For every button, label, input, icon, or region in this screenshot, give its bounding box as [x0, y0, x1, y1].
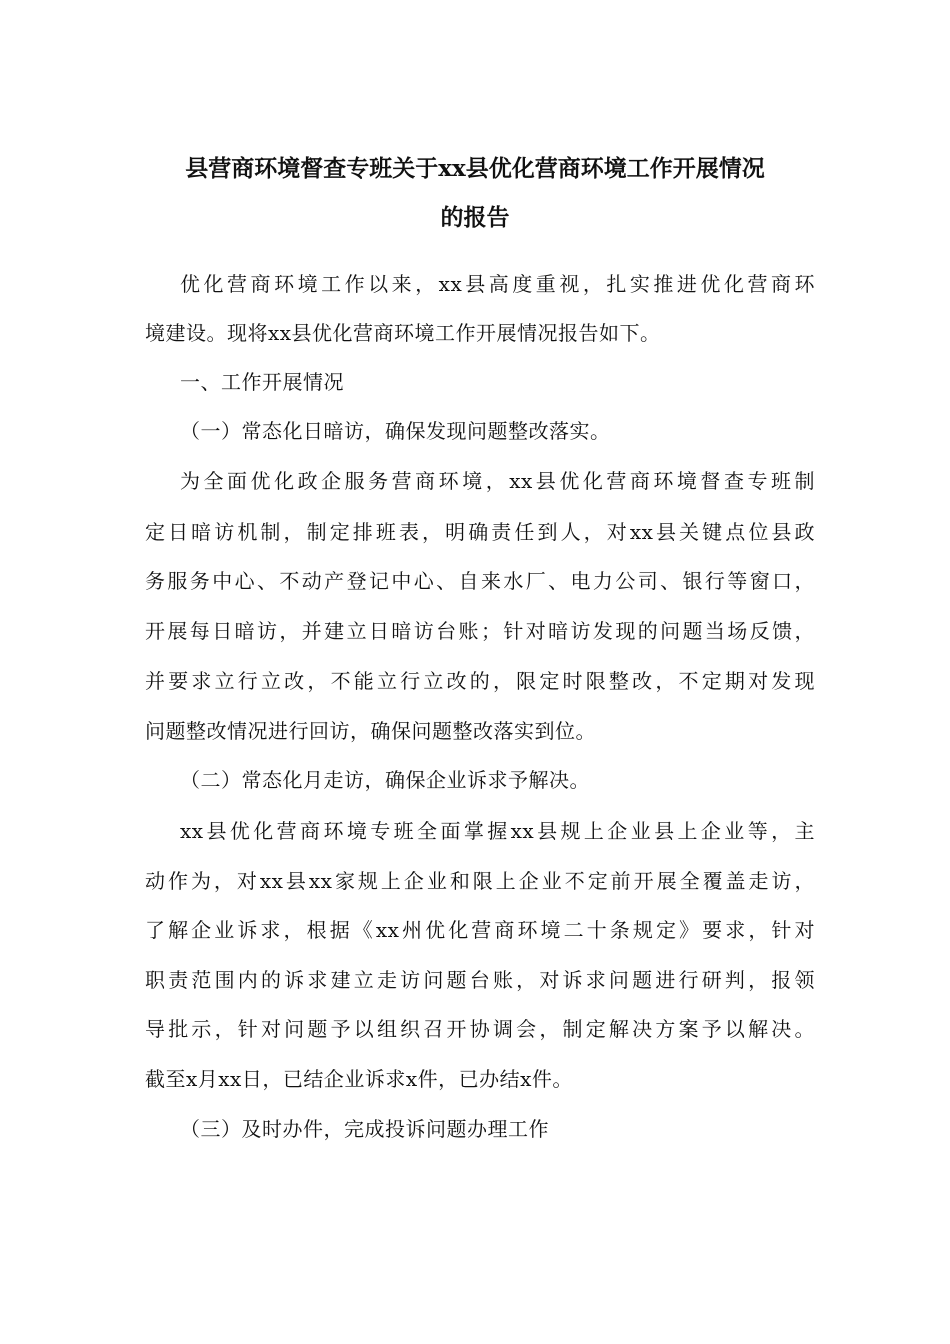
paragraph-line: 开展每日暗访，并建立日暗访台账；针对暗访发现的问题当场反馈，: [145, 619, 815, 643]
paragraph-line: 动作为，对xx县xx家规上企业和限上企业不定前开展全覆盖走访，: [145, 869, 815, 893]
document-title-line-1: 县营商环境督查专班关于xx县优化营商环境工作开展情况: [185, 155, 765, 182]
paragraph-line: xx县优化营商环境专班全面掌握xx县规上企业县上企业等，主: [180, 819, 815, 843]
section-heading: 一、工作开展情况: [180, 370, 344, 394]
paragraph-line: 并要求立行立改，不能立行立改的，限定时限整改，不定期对发现: [145, 669, 815, 693]
paragraph-line: 截至x月xx日，已结企业诉求x件，已办结x件。: [145, 1067, 573, 1091]
paragraph-line: 境建设。现将xx县优化营商环境工作开展情况报告如下。: [145, 321, 661, 345]
paragraph-line: 务服务中心、不动产登记中心、自来水厂、电力公司、银行等窗口，: [145, 569, 815, 593]
paragraph-line: 优化营商环境工作以来，xx县高度重视，扎实推进优化营商环: [180, 272, 815, 296]
paragraph-line: 定日暗访机制，制定排班表，明确责任到人，对xx县关键点位县政: [145, 520, 815, 544]
subsection-heading: （三）及时办件，完成投诉问题办理工作: [180, 1117, 549, 1141]
subsection-heading: （二）常态化月走访，确保企业诉求予解决。: [180, 768, 590, 792]
subsection-heading: （一）常态化日暗访，确保发现问题整改落实。: [180, 419, 611, 443]
paragraph-line: 为全面优化政企服务营商环境，xx县优化营商环境督查专班制: [180, 469, 815, 493]
paragraph-line: 了解企业诉求，根据《xx州优化营商环境二十条规定》要求，针对: [145, 918, 815, 942]
paragraph-line: 导批示，针对问题予以组织召开协调会，制定解决方案予以解决。: [145, 1017, 815, 1041]
paragraph-line: 问题整改情况进行回访，确保问题整改落实到位。: [145, 719, 596, 743]
document-title-line-2: 的报告: [440, 204, 510, 231]
paragraph-line: 职责范围内的诉求建立走访问题台账，对诉求问题进行研判，报领: [145, 968, 815, 992]
